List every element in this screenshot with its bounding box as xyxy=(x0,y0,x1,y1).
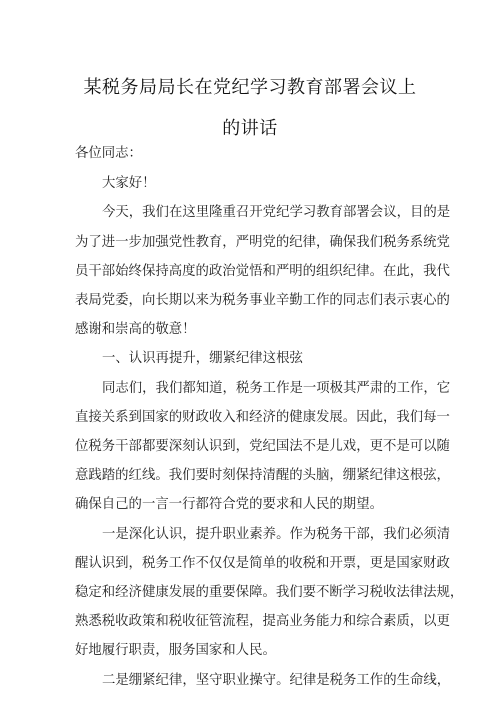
paragraph-line: 同志们，我们都知道，税务工作是一项极其严肃的工作，它 xyxy=(102,381,451,396)
paragraph-line: 好地履行职责，服务国家和人民。 xyxy=(75,643,276,658)
paragraph-line: 直接关系到国家的财政收入和经济的健康发展。因此，我们每一 xyxy=(75,410,450,425)
paragraph-line: 感谢和崇高的敬意！ xyxy=(75,322,196,337)
paragraph-line: 醒认识到，税务工作不仅仅是简单的收税和开票，更是国家财政 xyxy=(75,556,450,571)
document-title-line-1: 某税务局局长在党纪学习教育部署会议上 xyxy=(83,77,417,98)
paragraph-line: 今天，我们在这里隆重召开党纪学习教育部署会议，目的是 xyxy=(102,205,451,220)
paragraph-line: 一是深化认识，提升职业素养。作为税务干部，我们必须清 xyxy=(102,527,451,542)
paragraph-line: 员干部始终保持高度的政治觉悟和严明的组织纪律。在此，我代 xyxy=(75,264,450,279)
paragraph-line: 确保自己的一言一行都符合党的要求和人民的期望。 xyxy=(75,497,383,512)
section-heading: 一、认识再提升，绷紧纪律这根弦 xyxy=(102,351,303,366)
paragraph-line: 熟悉税收政策和税收征管流程，提高业务能力和综合素质，以更 xyxy=(75,614,450,629)
paragraph-line: 表局党委，向长期以来为税务事业辛勤工作的同志们表示衷心的 xyxy=(75,293,450,308)
greeting: 大家好！ xyxy=(102,176,156,191)
paragraph-line: 为了进一步加强党性教育，严明党的纪律，确保我们税务系统党 xyxy=(75,235,450,250)
paragraph-line: 意践踏的红线。我们要时刻保持清醒的头脑，绷紧纪律这根弦， xyxy=(75,468,450,483)
paragraph-line: 二是绷紧纪律，坚守职业操守。纪律是税务工作的生命线， xyxy=(102,673,451,688)
paragraph-line: 稳定和经济健康发展的重要保障。我们要不断学习税收法律法规， xyxy=(75,585,464,600)
document-title-line-2: 的讲话 xyxy=(222,118,278,139)
paragraph-line: 位税务干部都要深刻认识到，党纪国法不是儿戏，更不是可以随 xyxy=(75,439,450,454)
salutation: 各位同志： xyxy=(75,146,142,161)
